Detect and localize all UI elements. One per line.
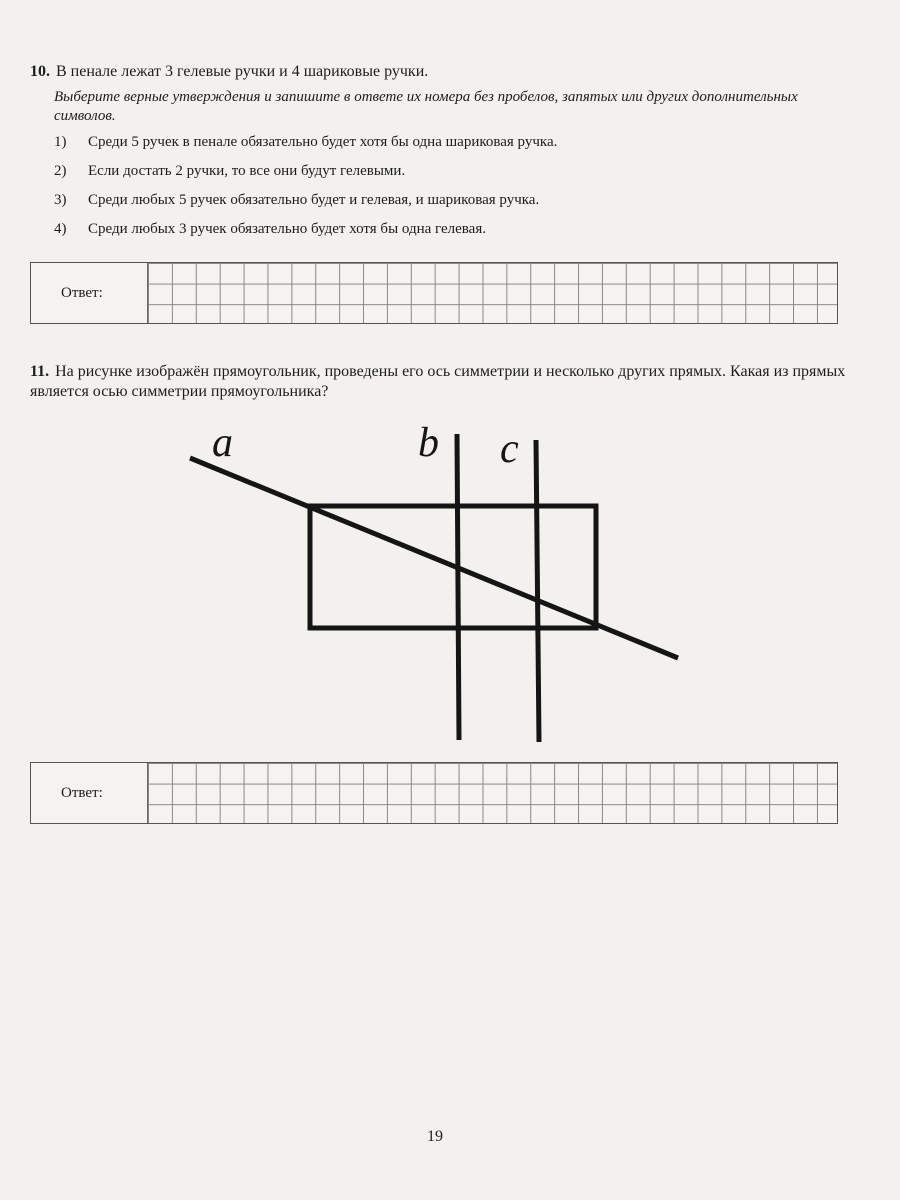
task-11-number: 11.: [30, 363, 50, 380]
option-4-number: 4): [54, 221, 67, 237]
option-3: [54, 190, 860, 210]
option-1-number: 1): [54, 134, 67, 150]
label-a: a: [212, 420, 233, 466]
option-3-number: 3): [54, 192, 67, 208]
option-1-text: Среди 5 ручек в пенале обязательно будет хотя бы одна шариковая ручка.: [88, 134, 558, 150]
option-4-text: Среди любых 3 ручек обязательно будет хотя бы одна гелевая.: [88, 221, 486, 237]
task-11-text: На рисунке изображён прямоугольник, проведены его ось симметрии и несколько других прямых. Какая из прямых является осью симметрии прямоугольника?: [30, 363, 846, 400]
option-1: [54, 132, 860, 152]
task-10-instruction: Выберите верные утверждения и запишите в ответе их номера без пробелов, запятых или других дополнительных символов.: [54, 89, 798, 124]
task-10-number: 10.: [30, 63, 50, 80]
task-11-answer-label: Ответ:: [61, 785, 103, 801]
task-10-answer-label: Ответ:: [61, 285, 103, 301]
task-10-text: В пенале лежат 3 гелевые ручки и 4 шариковые ручки.: [56, 63, 429, 80]
option-2-text: Если достать 2 ручки, то все они будут гелевыми.: [88, 163, 406, 179]
task-10-answer-grid[interactable]: [147, 263, 837, 323]
task-10: [30, 62, 860, 248]
task-11: [30, 362, 860, 402]
task-10-options: [30, 132, 860, 239]
rectangle-figure: [180, 420, 700, 750]
task-11-answer-grid[interactable]: [147, 763, 837, 823]
task-10-statement: [30, 62, 860, 82]
task-11-answer-box[interactable]: [30, 762, 838, 824]
option-2: [54, 161, 860, 181]
option-4: [54, 219, 860, 239]
task-10-answer-box[interactable]: [30, 262, 838, 324]
figure-svg: [180, 420, 700, 750]
label-b: b: [418, 420, 439, 466]
label-c: c: [500, 426, 519, 472]
line-b: [457, 434, 459, 740]
option-3-text: Среди любых 5 ручек обязательно будет и гелевая, и шариковая ручка.: [88, 192, 540, 208]
option-2-number: 2): [54, 163, 67, 179]
task-11-statement: [30, 362, 860, 402]
page-number: 19: [427, 1128, 443, 1145]
line-c: [536, 440, 539, 742]
